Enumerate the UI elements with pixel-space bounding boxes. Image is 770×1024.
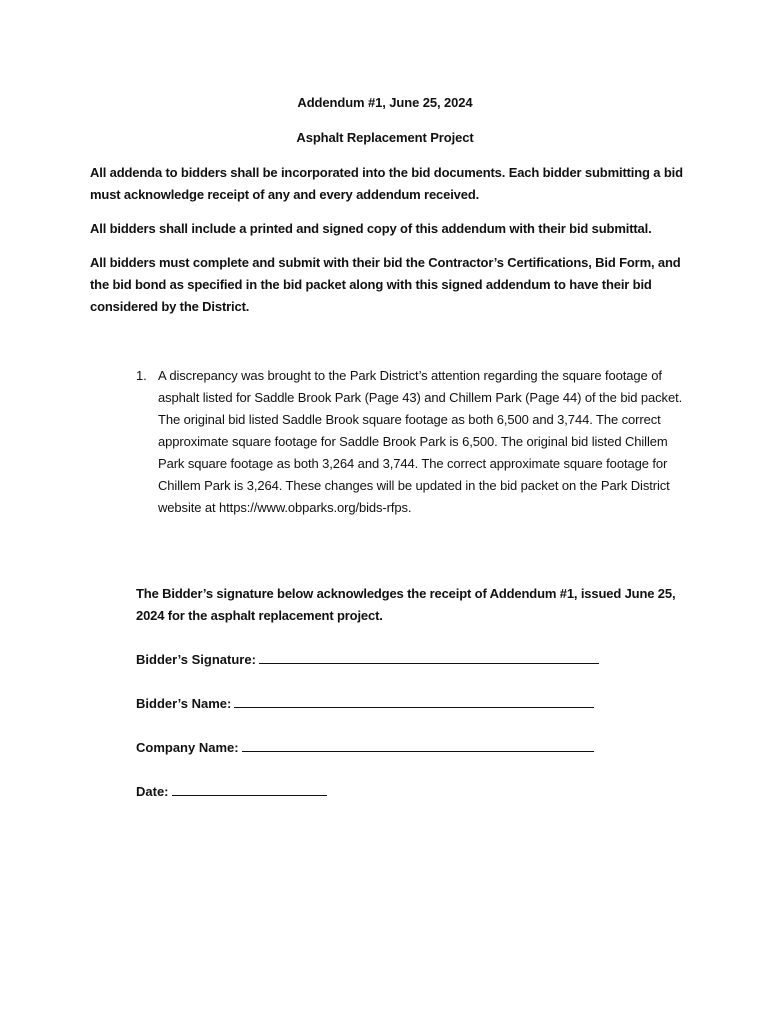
date-label: Date: xyxy=(136,784,169,799)
signature-field[interactable] xyxy=(136,650,599,669)
list-item-number: 1. xyxy=(136,368,147,383)
acknowledgement-text: The Bidder’s signature below acknowledges the receipt of Addendum #1, issued June 25, 2024 for the asphalt replacement project. xyxy=(136,586,676,623)
bidder-name-label: Bidder’s Name: xyxy=(136,696,232,711)
bidder-name-field[interactable] xyxy=(136,694,594,713)
paragraph-printed-copy: All bidders shall include a printed and signed copy of this addendum with their bid submittal. xyxy=(90,221,652,236)
bidder-name-line[interactable] xyxy=(234,694,594,708)
document-title: Addendum #1, June 25, 2024 xyxy=(297,95,473,110)
date-field[interactable] xyxy=(136,782,327,801)
company-name-field[interactable] xyxy=(136,738,594,757)
signature-line[interactable] xyxy=(259,650,599,664)
company-name-label: Company Name: xyxy=(136,740,239,755)
date-line[interactable] xyxy=(172,782,327,796)
signature-label: Bidder’s Signature: xyxy=(136,652,256,667)
list-item-text: A discrepancy was brought to the Park District’s attention regarding the square footage of asphalt listed for Saddle Brook Park (Page 43) and Chillem Park (Page 44) of the bid packet. The original bid listed Saddle Brook square footage as both 6,500 and 3,744. The correct approximate square footage for Saddle Brook Park is 6,500. The original bid listed Chillem Park square footage as both 3,264 and 3,744. The correct approximate square footage for Chillem Park is 3,264. These changes will be updated in the bid packet on the Park District website at https://www.obparks.org/bids-rfps. xyxy=(158,368,683,515)
company-name-line[interactable] xyxy=(242,738,594,752)
paragraph-requirements: All bidders must complete and submit with their bid the Contractor’s Certifications, Bid Form, and the bid bond as specified in the bid packet along with this signed addendum to have their bid considered by the District. xyxy=(90,255,681,314)
document-subtitle: Asphalt Replacement Project xyxy=(296,130,474,145)
paragraph-addenda: All addenda to bidders shall be incorporated into the bid documents. Each bidder submitting a bid must acknowledge receipt of any and every addendum received. xyxy=(90,165,683,202)
